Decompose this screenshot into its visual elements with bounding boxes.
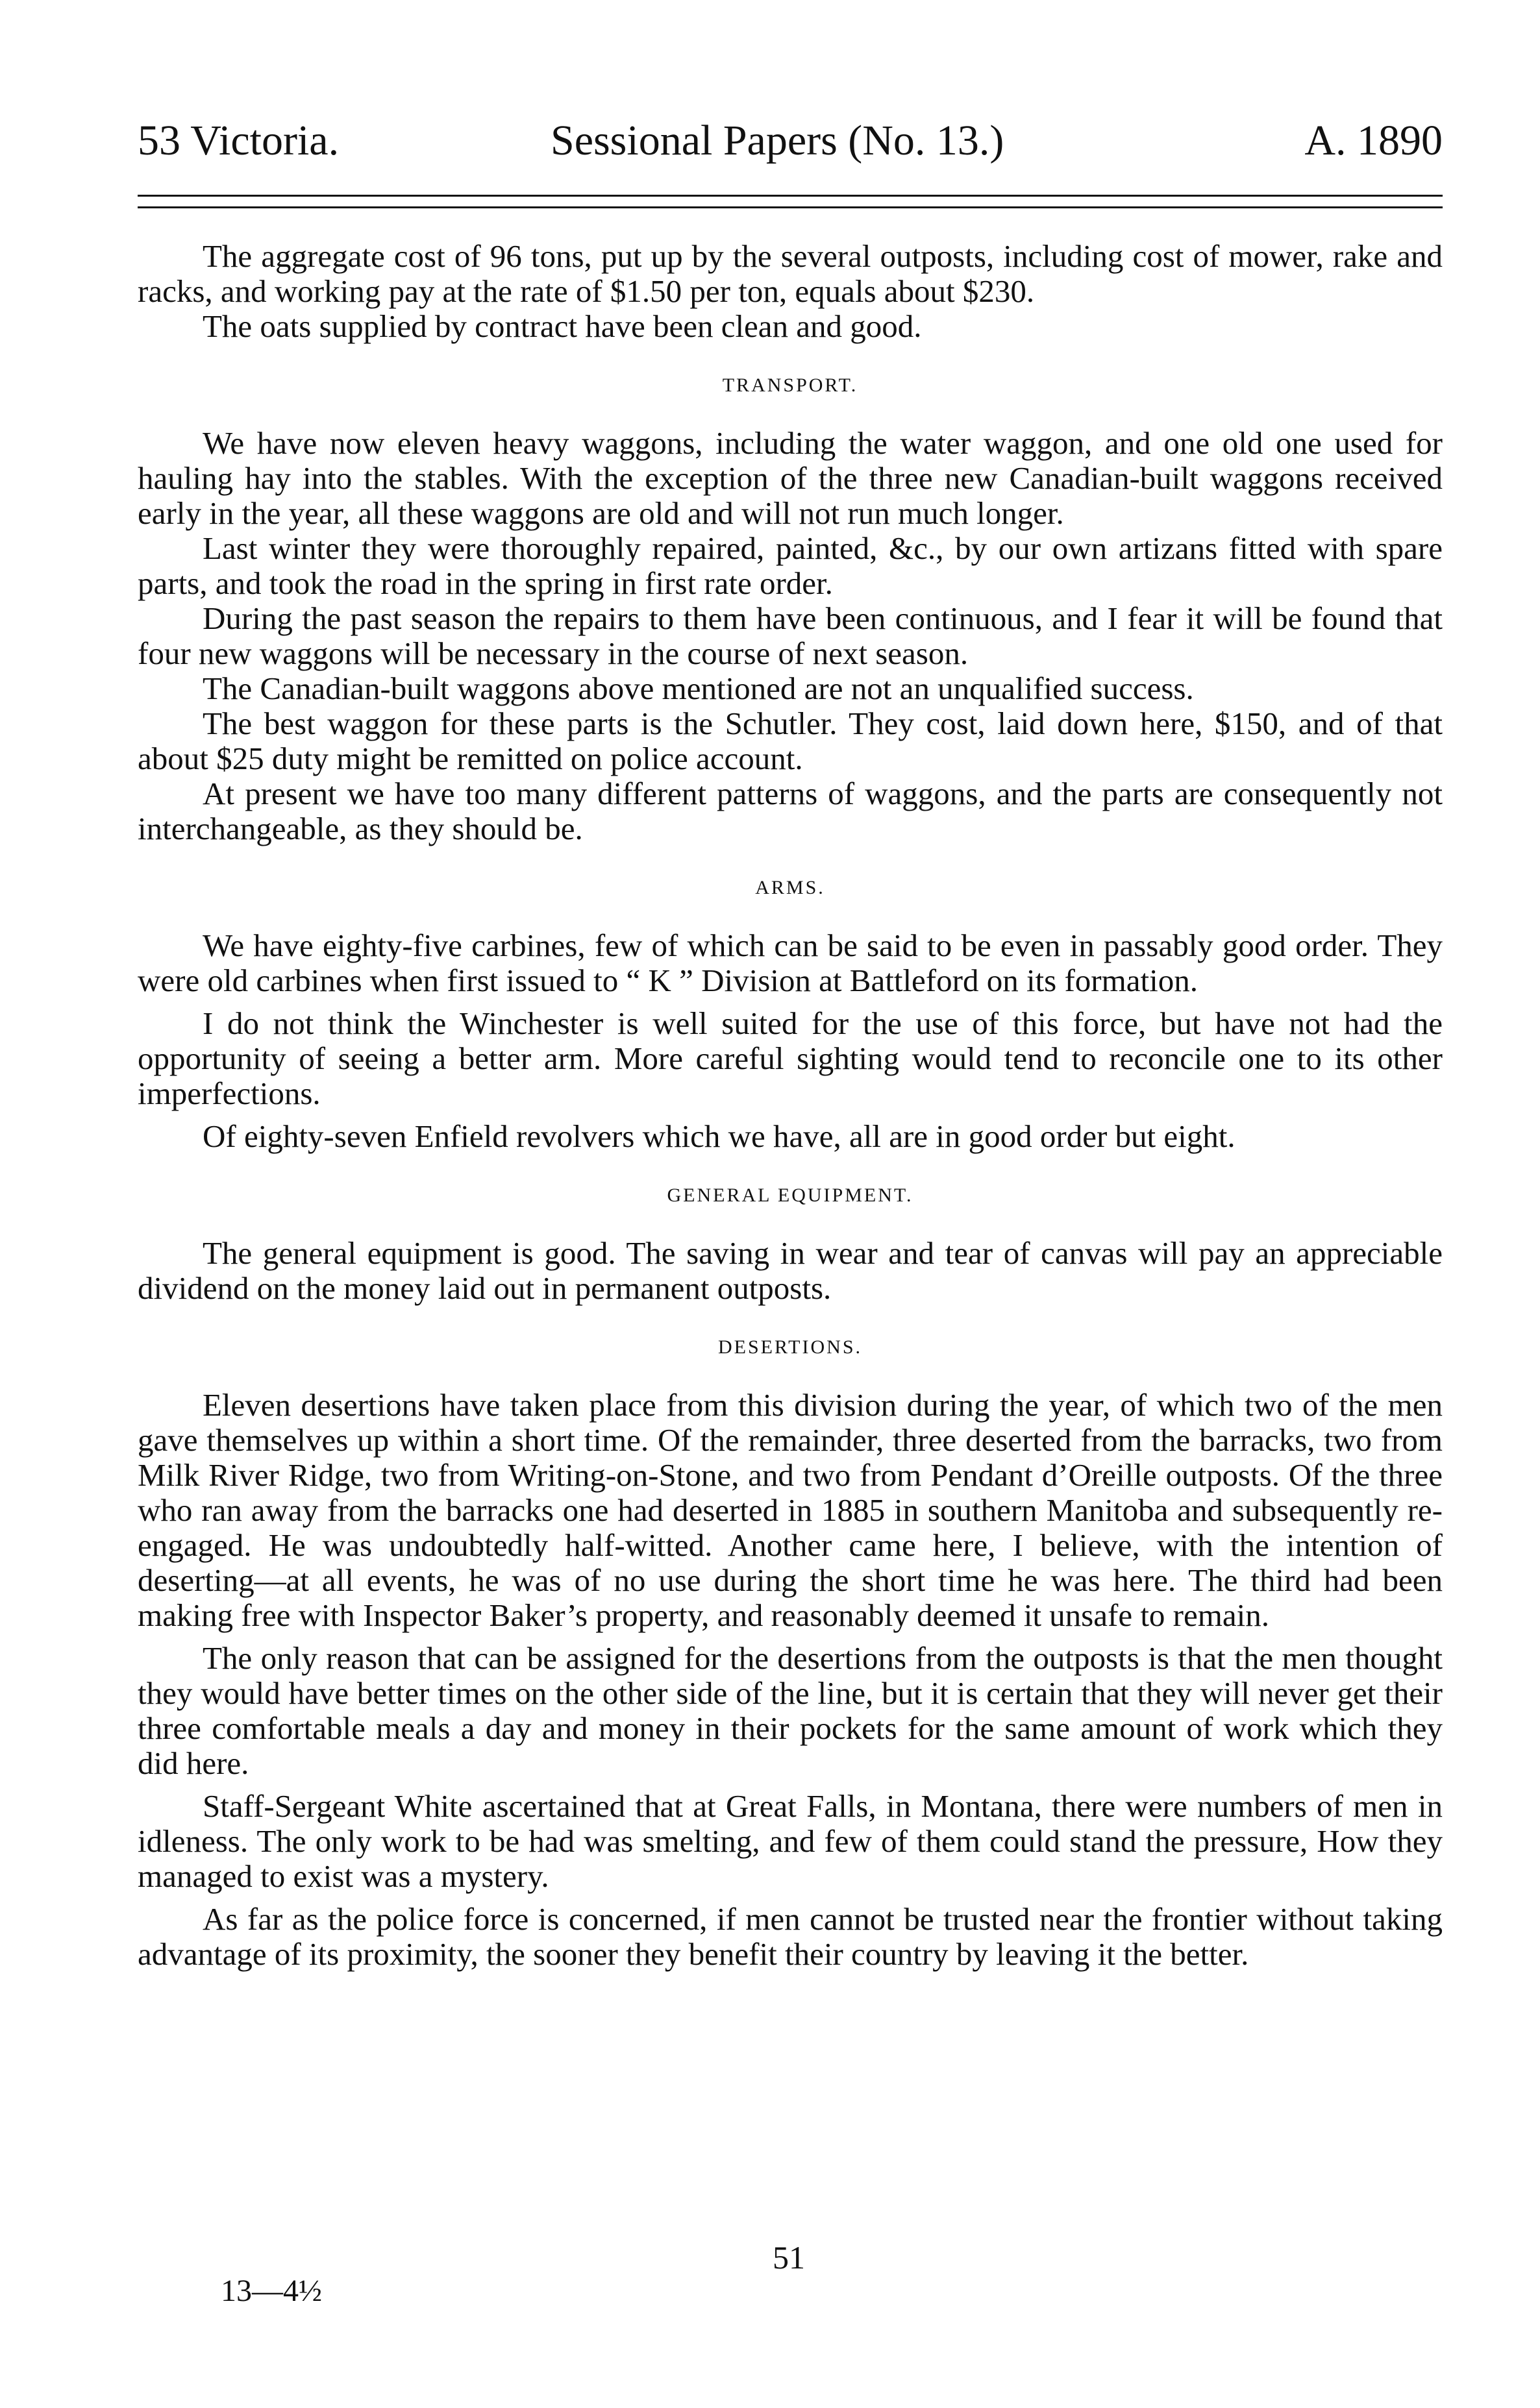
section-heading-arms: ARMS. [755, 877, 825, 898]
paragraph: We have eighty-five carbines, few of which can be said to be even in passably good order. They were old carbines when first issued to “ K ” Division at Battleford on its formation. [138, 928, 1443, 998]
paragraph: The aggregate cost of 96 tons, put up by the several outposts, including cost of mower, rake and racks, and working pay at the rate of $1.50 per ton, equals about $230. [138, 238, 1443, 309]
paragraph: The Canadian-built waggons above mentioned are not an unqualified success. [203, 670, 1194, 706]
printer-signature-mark: 13—4½ [221, 2274, 322, 2308]
header-rule-bottom [138, 206, 1443, 208]
paragraph: The only reason that can be assigned for the desertions from the outposts is that the men thought they would have better times on the other side of the line, but it is certain that they will never get their three comfortable meals a day and money in their pockets for the same amount of work which they did here. [138, 1640, 1443, 1781]
section-heading-general-equipment: GENERAL EQUIPMENT. [667, 1185, 913, 1206]
page-body [138, 239, 1443, 1972]
paragraph: During the past season the repairs to them have been continuous, and I fear it will be found that four new waggons will be necessary in the course of next season. [138, 600, 1443, 671]
paragraph: The general equipment is good. The saving in wear and tear of canvas will pay an appreciable dividend on the money laid out in permanent outposts. [138, 1235, 1443, 1306]
paragraph: Staff-Sergeant White ascertained that at Great Falls, in Montana, there were numbers of men in idleness. The only work to be had was smelting, and few of them could stand the pressure, How they managed to exist was a mystery. [138, 1788, 1443, 1894]
paragraph: I do not think the Winchester is well suited for the use of this force, but have not had the opportunity of seeing a better arm. More careful sighting would tend to reconcile one to its other imperfections. [138, 1005, 1443, 1111]
paragraph: The best waggon for these parts is the Schutler. They cost, laid down here, $150, and of that about $25 duty might be remitted on police account. [138, 706, 1443, 776]
paragraph: At present we have too many different patterns of waggons, and the parts are consequently not interchangeable, as they should be. [138, 776, 1443, 846]
paragraph: Last winter they were thoroughly repaired, painted, &c., by our own artizans fitted with spare parts, and took the road in the spring in first rate order. [138, 530, 1443, 601]
header-session: 53 Victoria. [138, 117, 340, 164]
section-heading-desertions: DESERTIONS. [717, 1336, 863, 1358]
paragraph: The oats supplied by contract have been clean and good. [203, 308, 922, 344]
page-number: 51 [773, 2239, 805, 2276]
header-rule-top [138, 195, 1443, 197]
running-header [138, 112, 1443, 170]
section-heading-transport: TRANSPORT. [722, 375, 858, 396]
paragraph: Of eighty-seven Enfield revolvers which we have, all are in good order but eight. [203, 1118, 1236, 1154]
paragraph: Eleven desertions have taken place from this division during the year, of which two of the men gave themselves up within a short time. Of the remainder, three deserted from the barracks, two from Milk River Ridge, two from Writing-on-Stone, and two from Pendant d’Oreille outposts. Of the three who ran away from the barracks one had deserted in 1885 in southern Manitoba and subsequently re-engaged. He was undoubtedly half-witted. Another came here, I believe, with the intention of deserting—at all events, he was of no use during the short time he was here. The third had been making free with Inspector Baker’s property, and reasonably deemed it unsafe to remain. [138, 1387, 1443, 1633]
paragraph: As far as the police force is concerned, if men cannot be trusted near the frontier without taking advantage of its proximity, the sooner they benefit their country by leaving it the better. [138, 1901, 1443, 1972]
header-title: Sessional Papers (No. 13.) [551, 117, 1004, 164]
paragraph: We have now eleven heavy waggons, including the water waggon, and one old one used for hauling hay into the stables. With the exception of the three new Canadian-built waggons received early in the year, all these waggons are old and will not run much longer. [138, 425, 1443, 531]
header-year: A. 1890 [1304, 117, 1443, 164]
